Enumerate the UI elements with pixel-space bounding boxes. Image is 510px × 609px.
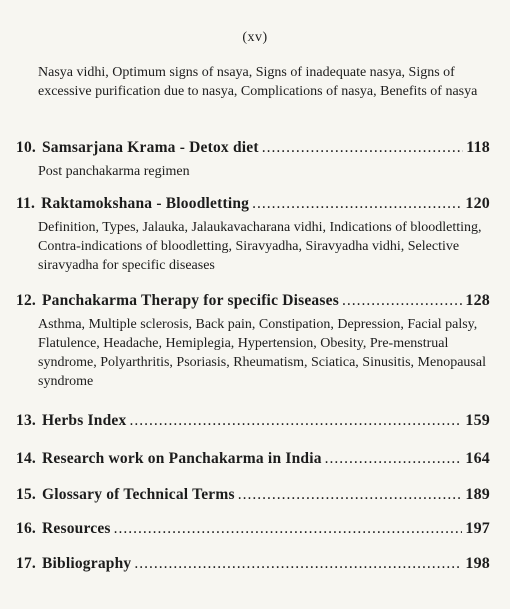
toc-entry-16	[16, 520, 490, 538]
chapter-description: Definition, Types, Jalauka, Jalaukavacharana vidhi, Indications of bloodletting, Contra-indications of bloodletting, Siravyadha, Siravyadha vidhi, Selective siravyadha for specific diseases	[38, 220, 482, 273]
chapter-title: Glossary of Technical Terms	[41, 486, 235, 503]
toc-heading	[16, 486, 490, 504]
chapter-number: 15.	[16, 486, 36, 503]
toc-entry-14	[16, 450, 490, 468]
chapter-title: Herbs Index	[41, 412, 127, 429]
toc-entry-12	[16, 292, 490, 391]
toc-heading	[16, 195, 490, 213]
page-ref: 159	[465, 412, 490, 429]
chapter-title: Bibliography	[41, 555, 132, 572]
toc-heading	[16, 555, 490, 573]
leader-dots	[238, 486, 463, 504]
intro-description: Nasya vidhi, Optimum signs of nsaya, Signs of inadequate nasya, Signs of excessive purification due to nasya, Complications of nasya, Benefits of nasya	[38, 65, 478, 99]
toc-heading	[16, 292, 490, 310]
toc-heading	[16, 139, 490, 157]
chapter-number: 17.	[16, 555, 36, 572]
page-ref: 128	[465, 292, 490, 309]
toc-entry-17	[16, 555, 490, 573]
chapter-description: Asthma, Multiple sclerosis, Back pain, Constipation, Depression, Facial palsy, Flatulence, Headache, Hemiplegia, Hypertension, Obesity, Pre-menstrual syndrome, Polyarthritis, Psoriasis, Rheumatism, Sciatica, Sinusitis, Menopausal syndrome	[38, 317, 486, 389]
chapter-number: 10.	[16, 139, 36, 156]
leader-dots	[342, 292, 462, 310]
page-ref: 120	[465, 195, 490, 212]
chapter-title: Raktamokshana - Bloodletting	[41, 195, 250, 212]
page-ref: 164	[465, 450, 490, 467]
chapter-number: 13.	[16, 412, 36, 429]
chapter-title: Resources	[41, 520, 111, 537]
toc-heading	[16, 412, 490, 430]
chapter-description: Post panchakarma regimen	[38, 164, 190, 179]
page-ref: 189	[465, 486, 490, 503]
leader-dots	[325, 450, 463, 468]
chapter-title: Research work on Panchakarma in India	[41, 450, 322, 467]
toc-heading	[16, 450, 490, 468]
chapter-title: Panchakarma Therapy for specific Diseases	[41, 292, 339, 309]
chapter-number: 11.	[16, 195, 36, 212]
page-ref: 197	[465, 520, 490, 537]
toc-entry-11	[16, 195, 490, 275]
leader-dots	[262, 139, 464, 157]
chapter-number: 14.	[16, 450, 36, 467]
leader-dots	[129, 412, 462, 430]
page-ref: 118	[466, 139, 490, 156]
page-number: (xv)	[242, 30, 268, 45]
leader-dots	[114, 520, 463, 538]
toc-entry-13	[16, 412, 490, 430]
toc-heading	[16, 520, 490, 538]
leader-dots	[252, 195, 462, 213]
leader-dots	[134, 555, 462, 573]
chapter-number: 12.	[16, 292, 36, 309]
chapter-title: Samsarjana Krama - Detox diet	[41, 139, 259, 156]
toc-entry-15	[16, 486, 490, 504]
chapter-number: 16.	[16, 520, 36, 537]
page-ref: 198	[465, 555, 490, 572]
toc-entry-10	[16, 139, 490, 181]
